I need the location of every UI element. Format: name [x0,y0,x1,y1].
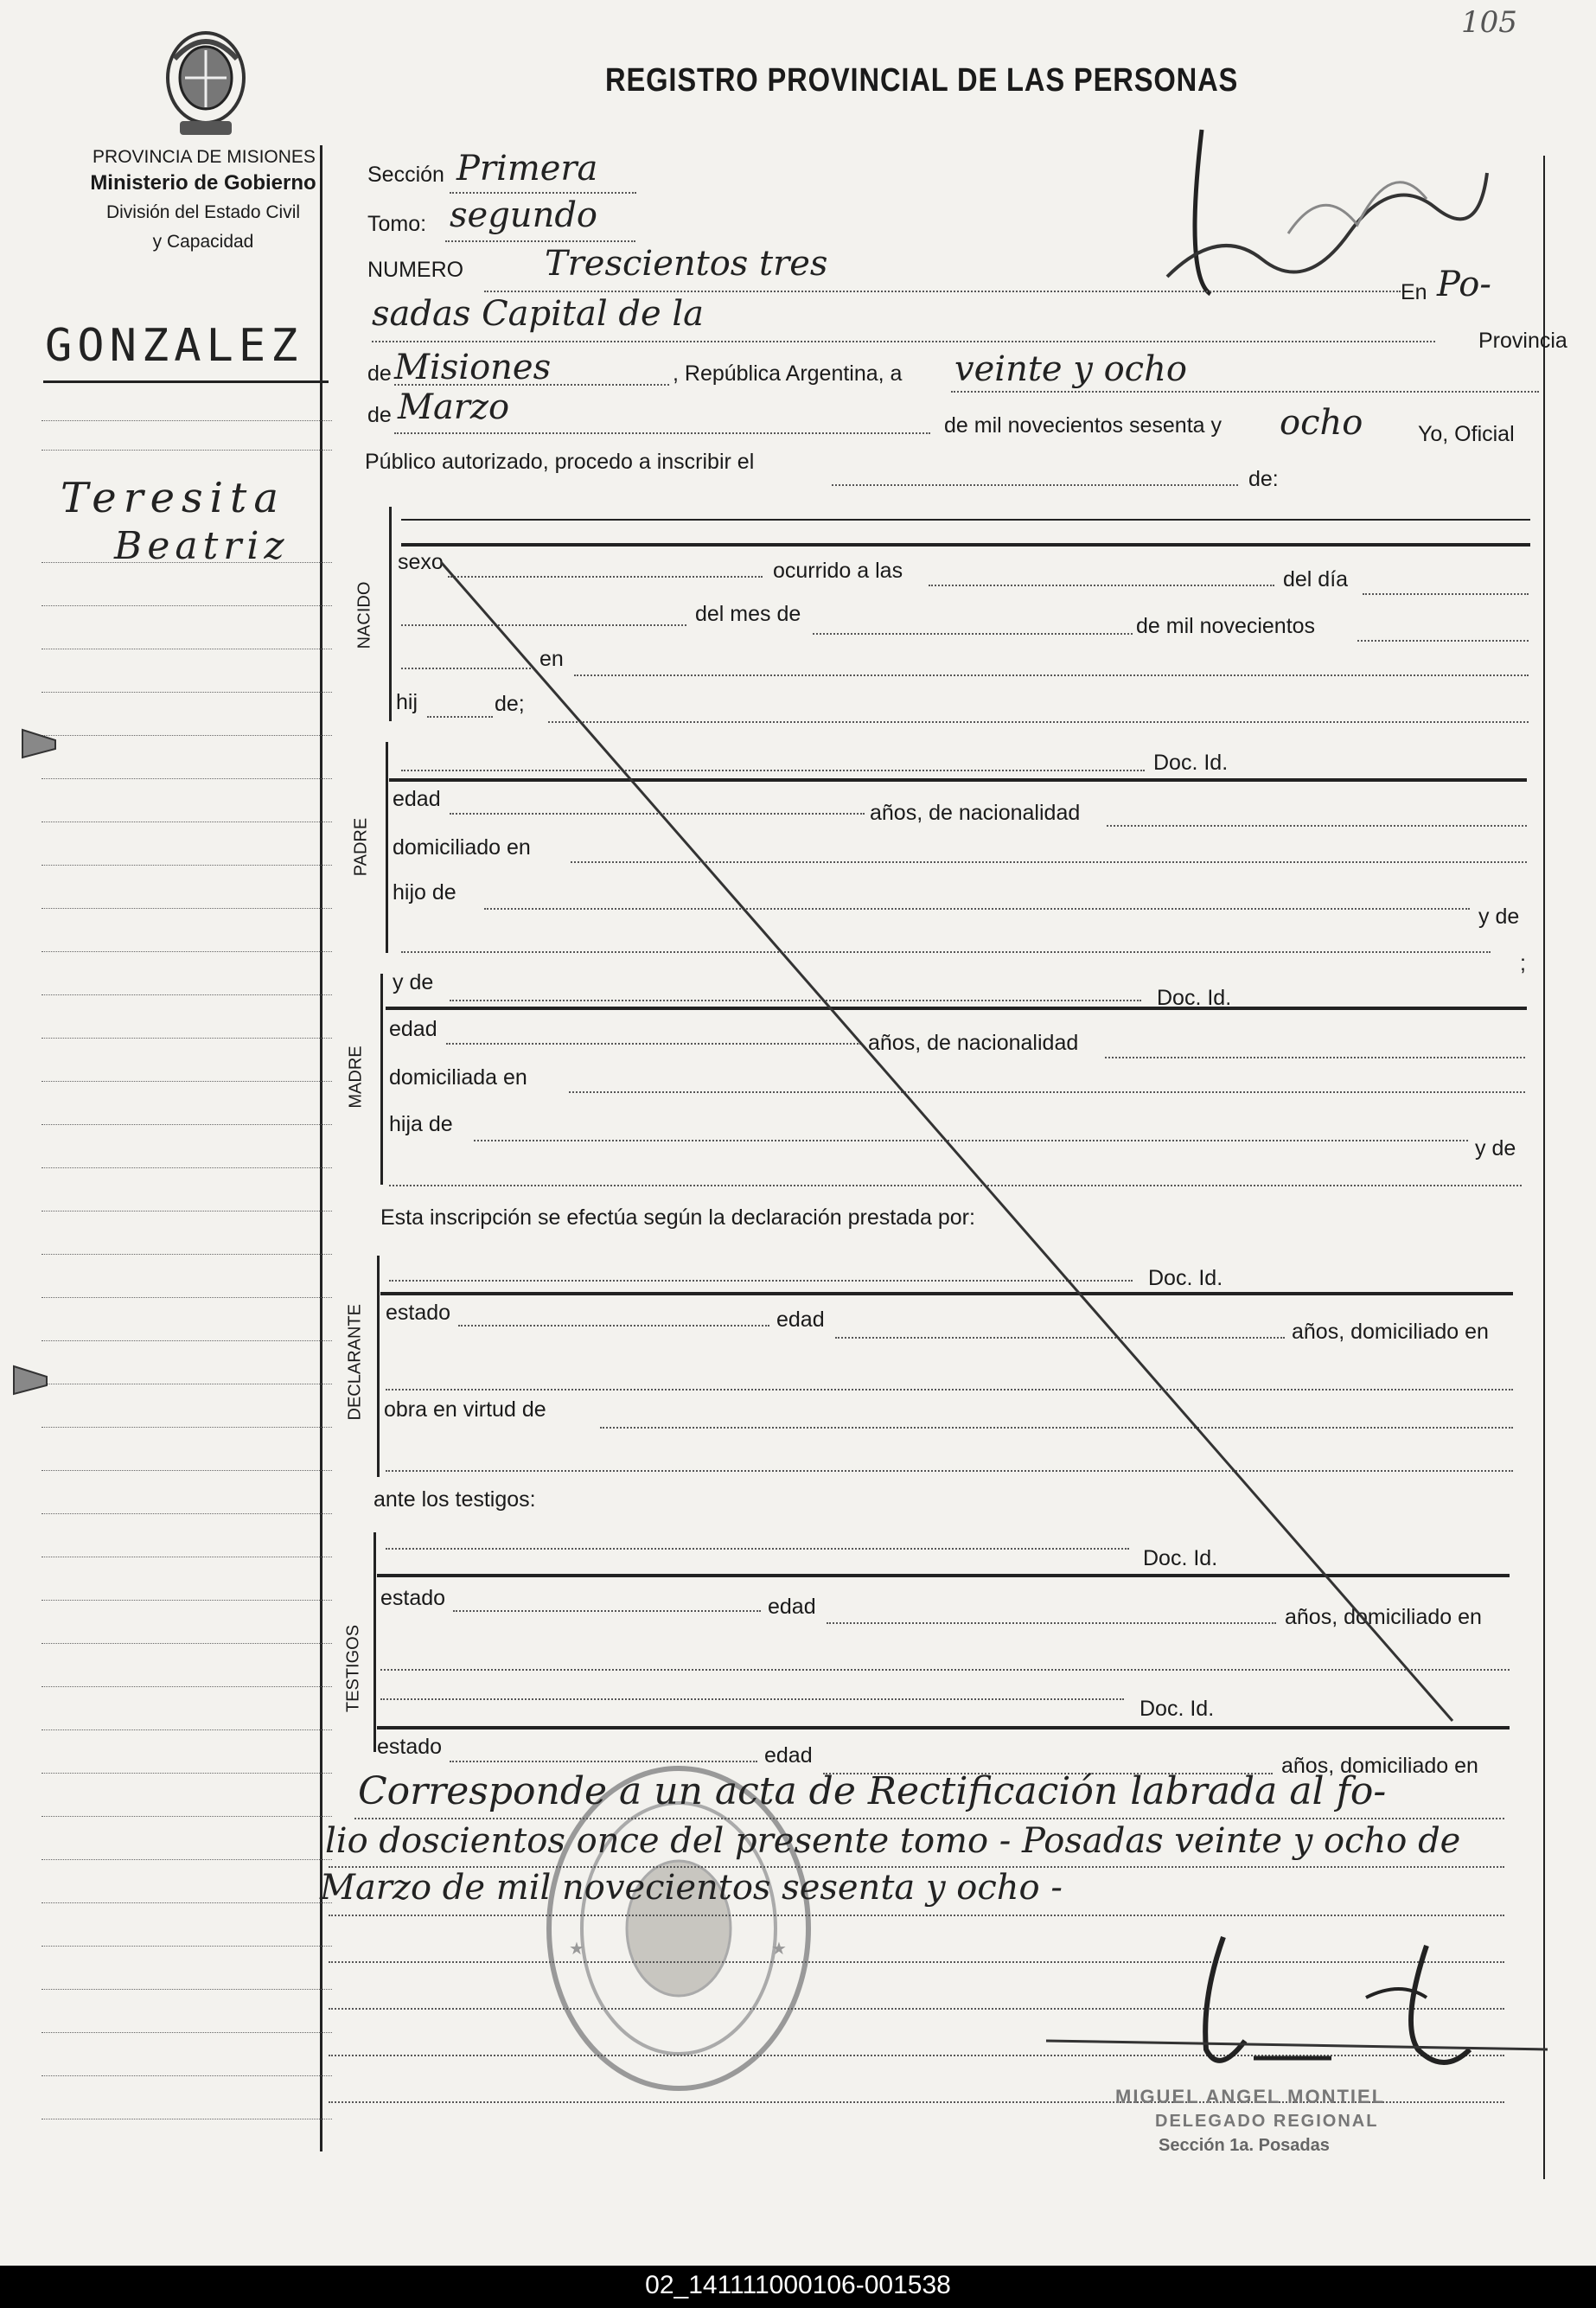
declaracion-text: Esta inscripción se efectúa según la declaración prestada por: [380,1205,975,1230]
svg-text:★: ★ [771,1938,787,1959]
footer-code: 02_141111000106-001538 [645,2271,951,2299]
numero-value: Trescientos tres [545,244,828,284]
padre-doc-id: Doc. Id. [1153,751,1229,775]
testigo1-edad-label: edad [768,1595,816,1619]
given-name-2: Beatriz [114,524,290,568]
en-label: En [1401,280,1427,304]
testigos-intro: ante los testigos: [373,1487,536,1512]
division-label-2: y Capacidad [152,232,254,252]
numero-label: NUMERO [367,258,464,282]
madre-section-label: MADRE [346,1045,366,1109]
svg-text:★: ★ [569,1938,584,1959]
madre-hija-de-label: hija de [389,1112,453,1136]
day-value: veinte y ocho [954,349,1187,389]
declarante-domiciliado-label: años, domiciliado en [1292,1320,1489,1344]
province-value: Misiones [394,348,552,387]
stamp-title: DELEGADO REGIONAL [1155,2112,1379,2131]
footer-bar [0,2266,1596,2308]
province-label: PROVINCIA DE MISIONES [93,147,316,167]
de-colon: de: [1248,467,1279,491]
del-dia-label: del día [1283,567,1349,591]
month-value: Marzo [398,387,510,427]
testigo2-edad-label: edad [764,1743,813,1768]
declarante-edad-label: edad [776,1307,825,1332]
padre-y-de-label: y de [1478,905,1520,929]
stamp-section: Sección 1a. Posadas [1159,2136,1330,2155]
madre-y-de-label: y de [1475,1136,1516,1160]
tomo-label: Tomo: [367,212,427,236]
republica-text: , República Argentina, a [673,361,903,386]
declarante-doc-id: Doc. Id. [1148,1266,1223,1290]
provincia-label: Provincia [1478,329,1567,353]
page-number: 105 [1461,5,1517,40]
de-label: de [367,361,392,386]
padre-edad-label: edad [393,787,441,811]
testigo2-domiciliado-label: años, domiciliado en [1281,1754,1478,1778]
madre-domiciliada-label: domiciliada en [389,1065,527,1090]
padre-hijo-de-label: hijo de [393,880,456,905]
testigos-section-label: TESTIGOS [343,1624,363,1713]
city-value: sadas Capital de la [372,294,704,334]
given-name-1: Teresita [61,474,285,522]
madre-edad-label: edad [389,1017,437,1041]
stamp-name: MIGUEL ANGEL MONTIEL [1115,2086,1386,2107]
testigo1-domiciliado-label: años, domiciliado en [1285,1605,1482,1629]
mil-novecientos-label: de mil novecientos [1136,614,1316,638]
en-value: Po- [1437,265,1491,304]
declarante-estado-label: estado [386,1301,451,1325]
publico-text: Público autorizado, procedo a inscribir el [365,450,755,474]
division-label: División del Estado Civil [105,202,301,222]
declarante-section-label: DECLARANTE [345,1304,365,1421]
hij-label: hij [396,690,418,714]
en-label-nacido: en [539,647,564,671]
testigo2-estado-label: estado [377,1735,443,1759]
seccion-value: Primera [456,149,598,189]
madre-doc-id: Doc. Id. [1157,986,1232,1010]
nacido-section-label: NACIDO [354,581,374,649]
year-value: ocho [1280,403,1363,443]
page-title: REGISTRO PROVINCIAL DE LAS PERSONAS [605,62,1239,99]
madre-y-de-top: y de [393,970,434,994]
official-signature-icon [1037,1928,1556,2101]
del-mes-label: del mes de [695,602,801,626]
annotation-line-1: Corresponde a un acta de Rectificación labrada al fo- [358,1769,1387,1813]
madre-nacionalidad-label: años, de nacionalidad [868,1031,1079,1055]
padre-section-label: PADRE [351,817,371,877]
sexo-label: sexo [398,550,444,574]
testigo1-estado-label: estado [380,1586,446,1610]
de2-label: de [367,403,392,427]
padre-nacionalidad-label: años, de nacionalidad [870,801,1081,825]
year-text: de mil novecientos sesenta y [944,413,1223,438]
seccion-label: Sección [367,163,444,187]
tomo-value: segundo [450,195,598,235]
padre-semicolon: ; [1520,951,1526,975]
ministry-label: Ministerio de Gobierno [90,171,316,195]
de-semicolon-label: de; [495,692,525,716]
annotation-line-2: lio doscientos once del presente tomo - Posadas veinte y ocho de [325,1821,1461,1861]
testigo1-doc-id: Doc. Id. [1143,1546,1218,1570]
oficial-text: Yo, Oficial [1418,422,1515,446]
declarante-obra-label: obra en virtud de [384,1397,546,1422]
surname-handwritten: GONZALEZ [45,320,303,372]
testigo2-doc-id: Doc. Id. [1140,1697,1215,1721]
ocurrido-label: ocurrido a las [773,559,903,583]
annotation-line-3: Marzo de mil novecientos sesenta y ocho - [320,1868,1063,1908]
padre-domiciliado-label: domiciliado en [393,835,531,860]
